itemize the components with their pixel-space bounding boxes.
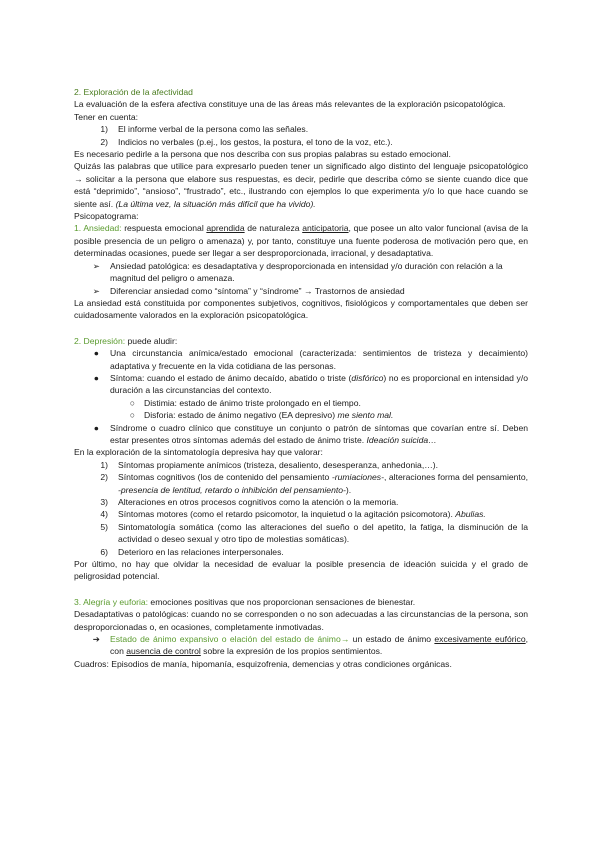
bullet-item: ● Síntoma: cuando el estado de ánimo decaído, abatido o triste (disfórico) no es proporcional en intensidad y/o duración a las circunstancias del contexto. — [74, 372, 528, 397]
list-item: 1) Síntomas propiamente anímicos (tristeza, desaliento, desesperanza, anhedonia,…). — [100, 459, 439, 470]
list-item: 4) Síntomas motores (como el retardo psicomotor, la inquietud o la agitación psicomotora). Abulias. — [100, 509, 486, 520]
intro-paragraph: La evaluación de la esfera afectiva constituye una de las áreas más relevantes de la exploración psicopatológica. — [74, 99, 506, 110]
arrow-item: ➔ Estado de ánimo expansivo o elación del estado de ánimo→ un estado de ánimo excesivamente eufórico, con ausencia de control sobre la expresión de los propios sentimientos. — [74, 633, 528, 658]
bullet-item: ● Síndrome o cuadro clínico que constituye un conjunto o patrón de síntomas que covarían entre sí. Deben estar presentes otros síntomas además del estado de ánimo triste. Ideación suicida… — [74, 422, 528, 447]
list-item: 2) Indicios no verbales (p.ej., los gestos, la postura, el tono de la voz, etc.). — [100, 136, 393, 147]
desadapt-paragraph: Desadaptativas o patológicas: cuando no se corresponden o no son adecuadas a las circunstancias de la persona, son desproporcionadas o, en ocasiones, completamente inmotivadas. — [74, 609, 528, 632]
arrow-icon: ➢ — [92, 285, 100, 296]
bullet-item: ● Una circunstancia anímica/estado emocional (caracterizada: sentimientos de tristeza y decaimiento) adaptativa y frecuente en la vida cotidiana de las personas. — [74, 347, 528, 372]
bullet-icon: ● — [93, 348, 99, 359]
ansiedad-closing: La ansiedad está constituida por componentes subjetivos, cognitivos, fisiológicos y comportamentales que deben ser cuidadosamente valorados en la exploración psicopatológica. — [74, 297, 528, 321]
list-item: 3) Alteraciones en otros procesos cognitivos como la atención o la memoria. — [100, 497, 399, 507]
bullet-icon: ● — [93, 372, 99, 383]
bullet-icon: ● — [93, 422, 99, 433]
list-item: 1) El informe verbal de la persona como las señales. — [100, 124, 309, 135]
circle-bullet-icon: ○ — [129, 410, 135, 421]
sub-bullet-item: ○ Distimia: estado de ánimo triste prolongado en el tiempo. — [74, 397, 528, 409]
psicopatograma-label: Psicopatograma: — [74, 211, 139, 222]
section-heading: 2. Exploración de la afectividad — [74, 87, 193, 97]
tener-label: Tener en cuenta: — [74, 111, 139, 122]
cuadros-paragraph: Cuadros: Episodios de manía, hipomanía, esquizofrenia, demencias y otras condiciones orgánicas. — [74, 658, 452, 669]
quizas-paragraph: Quizás las palabras que utilice para expresarlo pueden tener un significado algo distinto del lenguaje psicopatológico → solicitar a la persona que elabore sus respuestas, es decir, pedirle que describa cómo se siente cuando dice que está “deprimido”, “ansioso”, “frustrado”, etc., ilustrando con ejemplos lo que experimenta y/o lo que hace cuando se siente así. (La última vez, la situación más difícil que ha vivido). — [74, 161, 528, 209]
list-item: 5) Sintomatología somática (como las alteraciones del sueño o del apetito, la fatiga, la disminución de la actividad o deseo sexual y otro tipo de molestias somáticas). — [100, 521, 528, 545]
list-item: 2) Síntomas cognitivos (los de contenido del pensamiento -rumiaciones-, alteraciones forma del pensamiento, -presencia de lentitud, retardo o inhibición del pensamiento-). — [100, 472, 528, 495]
depresion-heading: 2. Depresión: puede aludir: — [74, 335, 178, 346]
document-page — [74, 86, 528, 670]
alegria-heading: 3. Alegría y euforia: emociones positivas que nos proporcionan sensaciones de bienestar. — [74, 596, 416, 607]
valorar-label: En la exploración de la sintomatología depresiva hay que valorar: — [74, 447, 323, 458]
arrow-icon: ➢ — [92, 260, 100, 271]
necesario-paragraph: Es necesario pedirle a la persona que nos describa con sus propias palabras su estado emocional. — [74, 149, 451, 160]
circle-bullet-icon: ○ — [129, 397, 135, 408]
arrow-item: ➢ Ansiedad patológica: es desadaptativa y desproporcionada en intensidad y/o duración con relación a la magnitud del peligro o amenaza. — [74, 260, 528, 285]
arrow-icon: ➔ — [92, 634, 100, 645]
arrow-item: ➢ Diferenciar ansiedad como “síntoma” y “síndrome” → Trastornos de ansiedad — [74, 285, 528, 297]
list-item: 6) Deterioro en las relaciones interpersonales. — [100, 546, 284, 557]
ultimo-paragraph: Por último, no hay que olvidar la necesidad de evaluar la posible presencia de ideación suicida y el grado de peligrosidad potencial. — [74, 559, 528, 582]
ansiedad-paragraph: 1. Ansiedad: respuesta emocional aprendida de naturaleza anticipatoria, que posee un alto valor funcional (avisa de la posible presencia de un peligro o amenaza) y, por tanto, constituye una fuente poderosa de motivación pero que, en determinadas ocasiones, puede ser llegar a ser desproporcionada, irracional, y desadaptativa. — [74, 223, 528, 259]
sub-bullet-item: ○ Disforia: estado de ánimo negativo (EA depresivo) me siento mal. — [74, 409, 528, 421]
